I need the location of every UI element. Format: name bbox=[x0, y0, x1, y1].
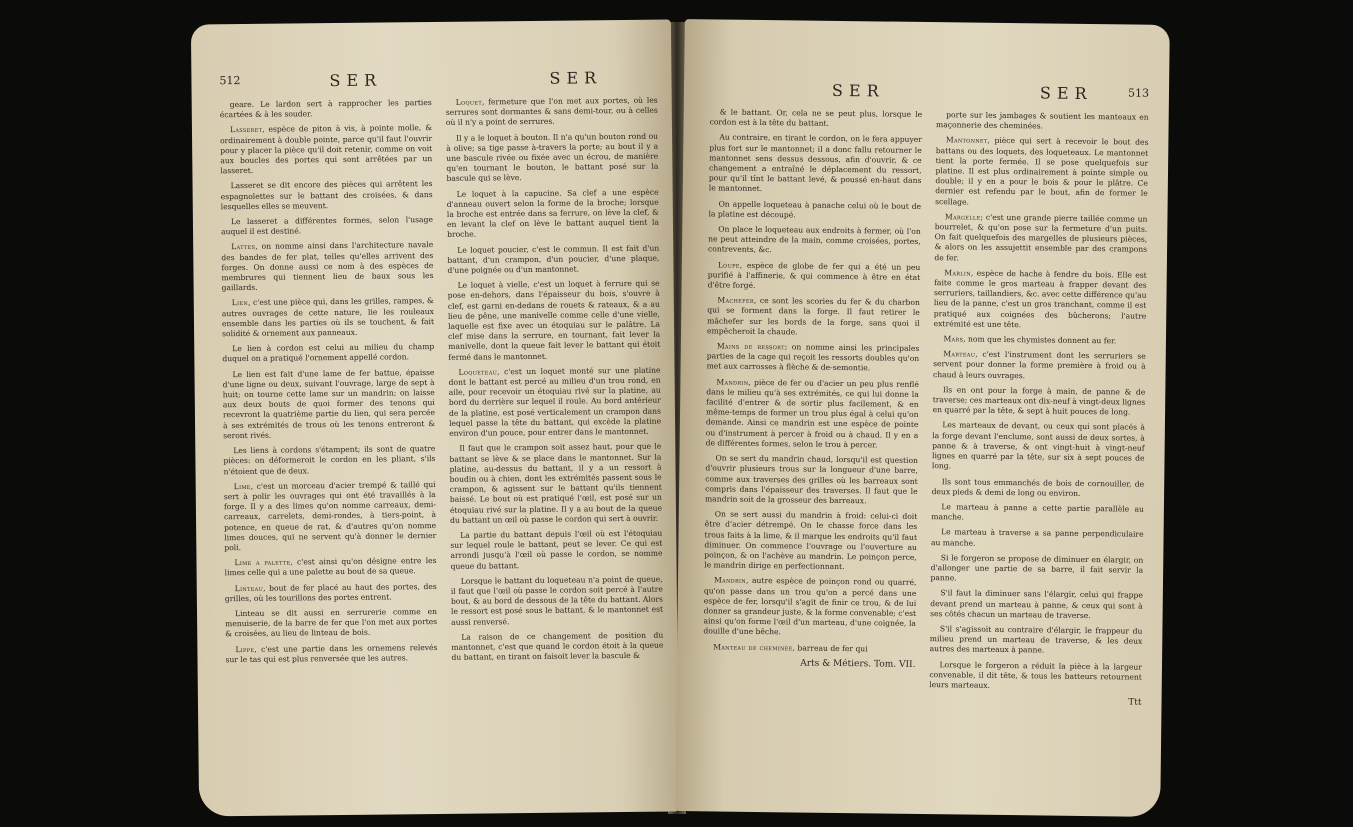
article-paragraph bbox=[710, 107, 923, 130]
article-text: , c'est une partie dans les ornemens relevés sur le tas qui est plus renversée que les autres. bbox=[225, 642, 438, 664]
article-headword: Lime bbox=[233, 481, 251, 491]
article-text: , bout de fer placé au haut des portes, des grilles, où les tourillons des portes entrent. bbox=[224, 581, 437, 603]
article-text: , on nomme ainsi dans l'architecture navale des bandes de fer plat, telles qu'elles arrivent des forges. On donne aussi ce nom à des espèces de membrures qui tiennent lieu de baux sous les gaillards. bbox=[221, 240, 434, 293]
article-paragraph bbox=[224, 480, 437, 554]
article-text: Le lien à cordon est celui au milieu du champ duquel on a pratiqué l'ornement appellé cordon. bbox=[222, 342, 435, 364]
left-page bbox=[191, 20, 679, 817]
article-text: Les marteaux de devant, ou ceux qui sont placés à la forge devant l'enclume, sont aussi de deux sortes, à panne & à traverse, & ont vingt-huit à vingt-neuf lignes en quarré par la tête, sur six à sept pouces de long. bbox=[931, 420, 1145, 471]
article-text: , barreau de fer qui bbox=[792, 642, 868, 653]
article-paragraph bbox=[707, 296, 920, 339]
article-text: , c'est un loquet monté sur une platine dont le battant est percé au milieu d'un trou rond, en aile, pour recevoir un étoquiau rivé sur la platine, au bord du derrière sur lequel il roule. Au bord antérieur de la platine, est posé verticalement un crampon dans lequel passe la tête du battant, qui excède la platine environ d'un pouce, pour entrer dans le mantonnet. bbox=[448, 365, 662, 438]
article-paragraph bbox=[447, 243, 659, 276]
article-text: , espèce de hache à fendre du bois. Elle est faite comme le gros marteau à frapper devant des serruriers, taillandiers, &c. avec cette différence qu'au lieu de la panne, c'est un gros tranchant, comme il est pratiqué aux coignées des bûcherons; l'autre extrémité est une tête. bbox=[933, 268, 1147, 330]
left-running-head-1: SER bbox=[329, 70, 383, 91]
article-paragraph bbox=[708, 199, 921, 222]
article-paragraph bbox=[930, 624, 1143, 657]
article-headword: Manteau de cheminée bbox=[713, 642, 793, 652]
article-headword: Machefer bbox=[717, 295, 754, 306]
article-headword: Lien bbox=[231, 298, 249, 308]
article-text: La raison de ce changement de position du mantonnet, c'est que quand le cordon étoit à la queue du battant, en tirant on faisoit lever la bascule & bbox=[451, 630, 664, 662]
article-headword: Mars bbox=[943, 334, 964, 344]
article-headword: Lattes bbox=[231, 242, 256, 252]
article-text: , c'est une pièce qui, dans les grilles, rampes, & autres ouvrages de cette nature, lie les rouleaux ensemble dans les parties où ils se touchent, & fait solidité & ornement aux panneaux. bbox=[221, 296, 435, 339]
article-paragraph bbox=[706, 377, 919, 451]
article-text: Ils en ont pour la forge à main, de panne & de traverse; ces marteaux ont dix-neuf à vingt-deux lignes en quarré par la tête, & sept à huit pouces de long. bbox=[932, 385, 1146, 417]
right-running-head-2: SER bbox=[1039, 83, 1093, 104]
article-text: , pièce de fer ou d'acier un peu plus renflé dans le milieu qu'à ses extrémités, ce qui lui donne la facilité d'entrer & de sortir plus facilement, & en même-temps de former un trou plus égal à celui qu'on demande. Ainsi ce mandrin est une espèce de pointe ou d'instrument à percer à froid ou à chaud. Il y en a de différentes formes, selon le trou à percer. bbox=[705, 377, 919, 450]
article-headword: Mantonnet bbox=[945, 135, 988, 146]
article-paragraph bbox=[929, 660, 1142, 693]
article-paragraph bbox=[932, 421, 1145, 475]
article-headword: Margelle bbox=[944, 212, 981, 222]
article-text: , autre espèce de poinçon rond ou quarré, qu'on passe dans un trou qu'on a percé dans une espèce de fer, lorsqu'il s'agit de finir ce trou, & de lui donner sa grandeur juste, & la forme convenable; c'est ainsi qu'on forme l'œil d'un marteau, d'une coignée, la douille d'une bêche. bbox=[703, 576, 917, 637]
article-text: Arts & Métiers. Tom. VII. bbox=[800, 658, 916, 670]
article-text: Le marteau à panne a cette partie parallèle au manche. bbox=[931, 502, 1144, 522]
article-headword: Lasseret bbox=[229, 125, 263, 135]
article-text: & le battant. Or, cela ne se peut plus, lorsque le cordon est à la tête du battant. bbox=[709, 107, 923, 129]
article-text: On se sert aussi du mandrin à froid: celui-ci doit être d'acier détrempé. On le chasse force dans les trous faits à la lime, & il marque les endroits qu'il faut diminuer. On commence l'ouvrage ou l'ouverture au poinçon, & on l'achève au mandrin. Le poinçon perce, le mandrin dirige en perfectionnant. bbox=[704, 509, 918, 572]
article-paragraph bbox=[449, 442, 662, 526]
left-page-number: 512 bbox=[219, 74, 241, 88]
article-headword: Mandrin bbox=[713, 575, 747, 586]
article-headword: Loupe bbox=[717, 260, 740, 270]
article-text: , c'est ainsi qu'on désigne entre les limes celle qui a une palette au bout de sa queue. bbox=[224, 556, 437, 578]
article-text: Il y a le loquet à bouton. Il n'a qu'un bouton rond ou à olive; sa tige passe à-travers la porte; au bout il y a une bascule rivée ou fixée avec un écrou, de manière qu'en tournant le bouton, le battant posé sur la bascule qui se lève. bbox=[446, 131, 659, 184]
article-paragraph bbox=[446, 96, 658, 129]
left-page-column-1 bbox=[220, 98, 438, 671]
article-paragraph bbox=[705, 453, 918, 507]
article-paragraph bbox=[932, 477, 1145, 500]
article-paragraph bbox=[934, 212, 1147, 266]
article-paragraph bbox=[935, 136, 1148, 210]
article-paragraph bbox=[448, 366, 661, 440]
article-paragraph bbox=[934, 268, 1147, 332]
article-text: S'il s'agissoit au contraire d'élargir, le frappeur du milieu prend un marteau de traverse, & les deux autres des marteaux à panne. bbox=[929, 624, 1143, 655]
article-paragraph bbox=[707, 341, 920, 374]
article-text: Les liens à cordons s'étampent; ils sont de quatre pièces: on déformeroit le cordon en les pliant, s'ils n'étoient que de deux. bbox=[223, 444, 436, 476]
article-paragraph bbox=[703, 642, 916, 655]
article-paragraph bbox=[704, 509, 917, 573]
right-running-head-1: SER bbox=[831, 80, 885, 101]
article-paragraph bbox=[225, 582, 437, 605]
article-headword: Marlin bbox=[944, 268, 971, 278]
right-page bbox=[675, 19, 1170, 817]
article-paragraph bbox=[222, 296, 434, 339]
article-text: Le loquet à vielle, c'est un loquet à ferrure qui se pose en-dehors, dans l'épaisseur du bois, s'ouvre à clef, est garni en-dedans de rouets & rateaux, & a au lieu de pêne, une manivelle comme celle d'une vielle, laquelle est fixe avec un étoquiau sur le palâtre. La clef mise dans la serrure, en tournant, fait lever la manivelle, dont la queue fait lever le battant qui étoit fermé dans le mantonnet. bbox=[447, 278, 661, 362]
article-paragraph bbox=[933, 385, 1146, 418]
article-paragraph bbox=[930, 553, 1143, 586]
article-paragraph bbox=[221, 240, 434, 293]
article-text: Si le forgeron se propose de diminuer en élargir, on d'allonger une partie de sa barre, il fait servir la panne. bbox=[930, 552, 1144, 583]
article-text: Le marteau à traverse a sa panne perpendiculaire au manche. bbox=[930, 527, 1144, 548]
article-headword: Mandrin bbox=[716, 377, 749, 387]
article-paragraph bbox=[221, 179, 433, 212]
article-text: On appelle loqueteau à panache celui où le bout de la platine est découpé. bbox=[708, 199, 922, 220]
article-text: La partie du battant depuis l'œil où est l'étoquiau sur lequel roule le battant, peut se lever. Ce qui est arrondi jusqu'à l'œil où passe le cordon, se nomme queue du battant. bbox=[450, 528, 663, 571]
left-running-head-2: SER bbox=[549, 68, 603, 88]
article-text: , nom que les chymistes donnent au fer. bbox=[963, 334, 1117, 346]
article-text: Il faut que le crampon soit assez haut, pour que le battant se lève & se place dans le mantonnet. Sur la platine, au-dessus du battant, il y a un ressort à boudin ou à chien, dont les extrémités passent sous le crampon, & agissent sur le battant qu'ils tiennent baissé. Le bout où est pratiqué l'œil, est posé sur un étoquiau rivé sur la platine. Il y a au bout de la queue du battant un œil où passe le cordon qui sert à ouvrir. bbox=[449, 441, 662, 525]
article-text: Lorsque le battant du loqueteau n'a point de queue, il faut que l'œil où passe le cordon soit percé à l'autre bout, & au bord de dessous de la tête du battant. Alors le ressort est posé sous le battant, & le mantonnet est aussi renversé. bbox=[450, 574, 664, 627]
article-paragraph bbox=[703, 576, 916, 640]
article-paragraph bbox=[225, 643, 437, 666]
article-text: Lorsque le forgeron a réduit la pièce à la largeur convenable, il dit tête, & tous les batteurs retournent leurs marteaux. bbox=[929, 659, 1143, 690]
article-paragraph bbox=[222, 368, 435, 442]
article-paragraph bbox=[447, 187, 660, 240]
article-text: , espèce de globe de fer qui a été un peu purifié à l'affinerie, & qui commence à être en état d'être forgé. bbox=[707, 260, 921, 290]
article-paragraph bbox=[930, 588, 1143, 621]
article-paragraph bbox=[451, 574, 664, 627]
article-text: , espèce de piton à vis, à pointe molle, & ordinairement à double pointe, parce qu'il faut l'ouvrir pour y placer la pièce qu'il doit retenir, comme on voit aux boucles des portes qui sont arrêtées par un lasseret. bbox=[220, 123, 433, 176]
article-text: , pièce qui sert à recevoir le bout des battans ou des loquets, des loqueteaux. Le mantonnet tient la porte fermée. Il se pose quelquefois sur platine. Il est plus ordinairement à pointe simple ou double; il y en a pour le bois & pour le plâtre. Ce dernier est refendu par le bout, afin de former le scellage. bbox=[935, 136, 1149, 207]
left-page-column-2 bbox=[446, 96, 664, 669]
article-paragraph bbox=[224, 556, 436, 579]
article-text: On place le loqueteau aux endroits à fermer, où l'on ne peut atteindre de la main, comme croisées, portes, contrevents, &c. bbox=[707, 224, 921, 255]
article-paragraph bbox=[936, 110, 1149, 133]
article-text: , ce sont les scories du fer & du charbon qui se forment dans la forge. Il faut retirer le mâchefer sur les bords de la forge, sans quoi il empêcheroit la chaude. bbox=[706, 296, 920, 337]
article-headword: Loqueteau bbox=[458, 367, 498, 377]
article-paragraph bbox=[220, 98, 432, 121]
article-paragraph bbox=[223, 444, 435, 477]
right-page-number: 513 bbox=[1127, 86, 1150, 100]
article-text: Lasseret se dit encore des pièces qui arrêtent les espagnolettes sur le battant des croisées, & dans lesquelles elles se meuvent. bbox=[220, 179, 433, 212]
page-signature bbox=[703, 657, 916, 670]
article-text: geare. Le lardon sert à rapprocher les parties écartées & à les souder. bbox=[219, 98, 432, 120]
article-text: Au contraire, en tirant le cordon, on le fera appuyer plus fort sur le mantonnet; il a donc fallu retourner le mantonnet sens dessus dessous, afin d'ouvrir, & ce changement a entraîné le déplacement du ressort, pour qu'il tînt le battant levé, & poussé en-haut dans le mantonnet. bbox=[708, 132, 922, 194]
article-paragraph bbox=[222, 342, 434, 365]
right-page-column-2 bbox=[929, 110, 1149, 713]
article-paragraph bbox=[225, 607, 437, 640]
article-paragraph bbox=[446, 131, 659, 184]
article-paragraph bbox=[933, 334, 1146, 347]
page-signature bbox=[929, 695, 1142, 708]
article-headword: Loquet bbox=[455, 97, 482, 107]
article-paragraph bbox=[221, 215, 433, 238]
article-paragraph bbox=[220, 123, 433, 176]
article-paragraph bbox=[709, 133, 922, 197]
article-text: Le loquet poucier, c'est le commun. Il est fait d'un battant, d'un crampon, d'un poucier, d'une plaque, d'une poignée ou d'un mantonnet. bbox=[447, 243, 660, 275]
article-text: , c'est un morceau d'acier trempé & taillé qui sert à polir les ouvrages qui ont été travaillés à la forge. Il y a des limes qu'on nomme carreaux, demi-carreaux, carrelets, demi-rondes, à tiers-point, à potence, en queue de rat, & d'autres qu'on nomme limes douces, qui ne servent qu'à donner le dernier poli. bbox=[223, 479, 437, 553]
article-paragraph bbox=[933, 349, 1146, 382]
article-paragraph bbox=[708, 224, 921, 257]
article-text: S'il faut la diminuer sans l'élargir, celui qui frappe devant prend un marteau à panne, & ceux qui sont à ses côtés chacun un marteau de traverse. bbox=[930, 588, 1143, 620]
article-paragraph bbox=[450, 529, 662, 572]
left-page-header bbox=[219, 68, 657, 95]
article-headword: Lime a palette bbox=[234, 557, 291, 568]
article-text: Ttt bbox=[1128, 697, 1142, 708]
article-text: Le lasseret a différentes formes, selon l'usage auquel il est destiné. bbox=[220, 215, 433, 237]
article-text: On se sert du mandrin chaud, lorsqu'il est question d'ouvrir plusieurs trous sur la longueur d'une barre, comme aux traverses des grilles où les barreaux sont compris dans l'épaisseur des traverses. Il faut que le mandrin soit de la grosseur des barreaux. bbox=[704, 453, 919, 506]
article-text: Ils sont tous emmanchés de bois de cornouiller, de deux pieds & demi de long ou environ. bbox=[931, 476, 1145, 498]
article-headword: Marteau bbox=[943, 349, 976, 359]
article-text: ; c'est une grande pierre taillée comme un bourrelet, & qu'on pose sur la fermeture d'un puits. On fait quelquefois des margelles de plusieurs pièces, & alors on les assujettit ensemble par des crampons de fer. bbox=[934, 212, 1148, 263]
article-paragraph bbox=[708, 260, 921, 293]
article-headword: Mains de ressort bbox=[716, 341, 785, 352]
article-text: porte sur les jambages & soutient les manteaux en maçonnerie des cheminées. bbox=[936, 110, 1149, 131]
article-paragraph bbox=[931, 527, 1144, 550]
article-text: , c'est l'instrument dont les serruriers se servent pour donner la forme première à froid ou à chaud à leurs ouvrages. bbox=[932, 349, 1146, 380]
article-paragraph bbox=[451, 630, 663, 663]
article-text: Le loquet à la capucine. Sa clef a une espèce d'anneau ouvert selon la forme de la broche; lorsque la broche est entrée dans sa ferrure, on lève la clef, & en levant la clef on lève le battant auquel tient la broche. bbox=[446, 187, 660, 240]
right-page-header bbox=[710, 79, 1149, 106]
article-text: Le lien est fait d'une lame de fer battue, épaisse d'une ligne ou deux, suivant l'ouvrage, large de sept à huit; on tourne cette lame sur un mandrin; on laisse aux deux bouts de quoi former des tenons qui recevront la quatrième partie du lien, qui sera percée à ses extrémités de trous où les tenons entreront & seront rivés. bbox=[222, 367, 436, 441]
article-paragraph bbox=[448, 279, 661, 363]
article-paragraph bbox=[931, 502, 1144, 525]
article-text: Linteau se dit aussi en serrurerie comme en menuiserie, de la barre de fer que l'on met aux portes & croisées, au lieu de linteau de bois. bbox=[225, 606, 438, 639]
article-text: , fermeture que l'on met aux portes, où les serrures sont dormantes & sans demi-tour, ou à celles où il n'y a point de serrures. bbox=[445, 95, 658, 128]
article-headword: Linteau bbox=[234, 583, 264, 593]
article-text: ; on nomme ainsi les principales parties de la cage qui reçoit les ressorts doubles qu'on met aux carrosses à flèche & de-semontie. bbox=[706, 342, 920, 373]
right-page-column-1 bbox=[702, 107, 922, 710]
article-headword: Lippe bbox=[235, 644, 255, 654]
